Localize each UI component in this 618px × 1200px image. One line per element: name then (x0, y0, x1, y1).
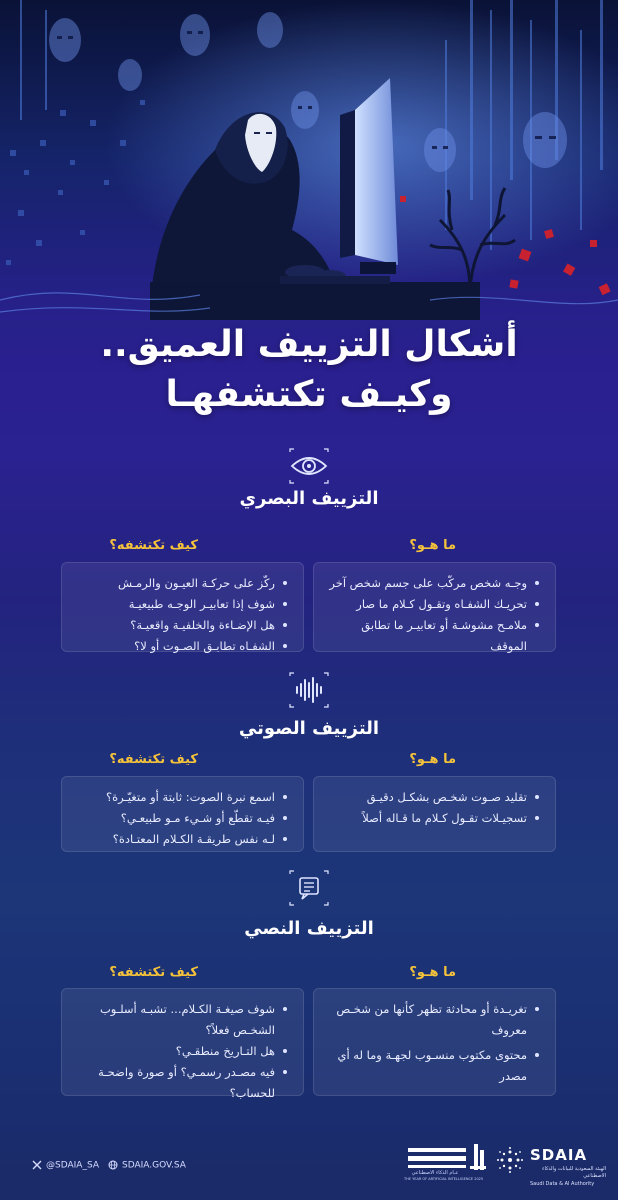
ai-year-text-ar: عـام الذكاء الاصطناعي (411, 1170, 459, 1176)
list-item: تقليد صـوت شخـص بشكـل دقيـق (324, 787, 527, 808)
sdaia-subtitle-ar: الهيئة السعودية للبيانات والذكاء الاصطناعي (542, 1166, 606, 1179)
list-item: تحريـك الشفـاه وتقـول كـلام ما صار (324, 594, 527, 615)
list-item: الشفـاه تطابـق الصـوت أو لا؟ (72, 636, 275, 657)
list-item: شوف إذا تعابيـر الوجـه طبيعيـة (72, 594, 275, 615)
sdaia-logo (496, 1140, 608, 1190)
sdaia-wordmark: SDAIA (530, 1146, 588, 1164)
text-document-icon (289, 870, 329, 906)
how-to-detect-card (61, 988, 304, 1100)
list-item: اسمع نبرة الصوت: ثابتة أو متغيّـرة؟ (72, 787, 275, 808)
hero-illustration (0, 0, 618, 320)
what-is-card (313, 562, 556, 652)
list-item: هل التـاريخ منطقـي؟ (72, 1041, 275, 1062)
how-to-detect-label: كيف تكتشفه؟ (109, 965, 198, 980)
list-item: ركّز على حركـة العيـون والرمـش (72, 573, 275, 594)
globe-icon (108, 1160, 118, 1170)
list-item: محتوى مكتوب منسـوب لجهـة وما له أي مصدر (324, 1045, 527, 1087)
ai-year-logo (404, 1140, 490, 1184)
list-item: ملامـح مشوشـة أو تعابيـر ما تطابق الموقف (324, 615, 527, 657)
hacker-at-computer-illustration (0, 0, 618, 320)
list-item: فيه مصـدر رسمـي؟ أو صورة واضحـة للحساب؟ (72, 1062, 275, 1104)
list-item: وجـه شخص مركّب على جسم شخص آخر (324, 573, 527, 594)
list-item: فيـه تقطّع أو شـيء مـو طبيعـي؟ (72, 808, 275, 829)
what-is-label: ما هـو؟ (409, 965, 456, 980)
sdaia-subtitle-en: Saudi Data & AI Authority (530, 1181, 595, 1187)
list-item: هل الإضـاءة والخلفيـة واقعيـة؟ (72, 615, 275, 636)
list-item: تسجيـلات تقـول كـلام ما قـاله أصلاً (324, 808, 527, 829)
what-is-card (313, 776, 556, 852)
sound-wave-icon (289, 672, 329, 708)
what-is-card (313, 988, 556, 1096)
website-link[interactable] (108, 1160, 186, 1171)
section-title: التزييف البصري (239, 488, 379, 509)
list-item: شوف صيغـة الكـلام... تشبـه أسلـوب الشخـص فعلاً؟ (72, 999, 275, 1041)
section-title: التزييف الصوتي (238, 718, 380, 739)
page-title (0, 320, 618, 420)
what-is-label: ما هـو؟ (409, 752, 456, 767)
how-to-detect-label: كيف تكتشفه؟ (109, 538, 198, 553)
eye-icon (289, 448, 329, 484)
title-line-1: أشكال التزييف العميق.. (100, 324, 518, 365)
x-handle-link[interactable] (32, 1160, 99, 1171)
list-item: لـه نفس طريقـة الكـلام المعتـادة؟ (72, 829, 275, 850)
section-title: التزييف النصي (244, 918, 374, 939)
how-to-detect-card (61, 776, 304, 852)
title-line-2: وكيـف تكتشفهـا (165, 374, 453, 415)
how-to-detect-card (61, 562, 304, 652)
x-handle: @SDAIA_SA (46, 1160, 99, 1171)
ai-year-text-en: THE YEAR OF ARTIFICIAL INTELLIGENCE 2025 (404, 1177, 484, 1181)
what-is-label: ما هـو؟ (409, 538, 456, 553)
list-item: تغريـدة أو محادثة تظهر كأنها من شخـص معروف (324, 999, 527, 1041)
sdaia-emblem-icon (496, 1146, 524, 1174)
x-logo-icon (32, 1160, 42, 1170)
how-to-detect-label: كيف تكتشفه؟ (109, 752, 198, 767)
website-url: SDAIA.GOV.SA (122, 1160, 186, 1171)
